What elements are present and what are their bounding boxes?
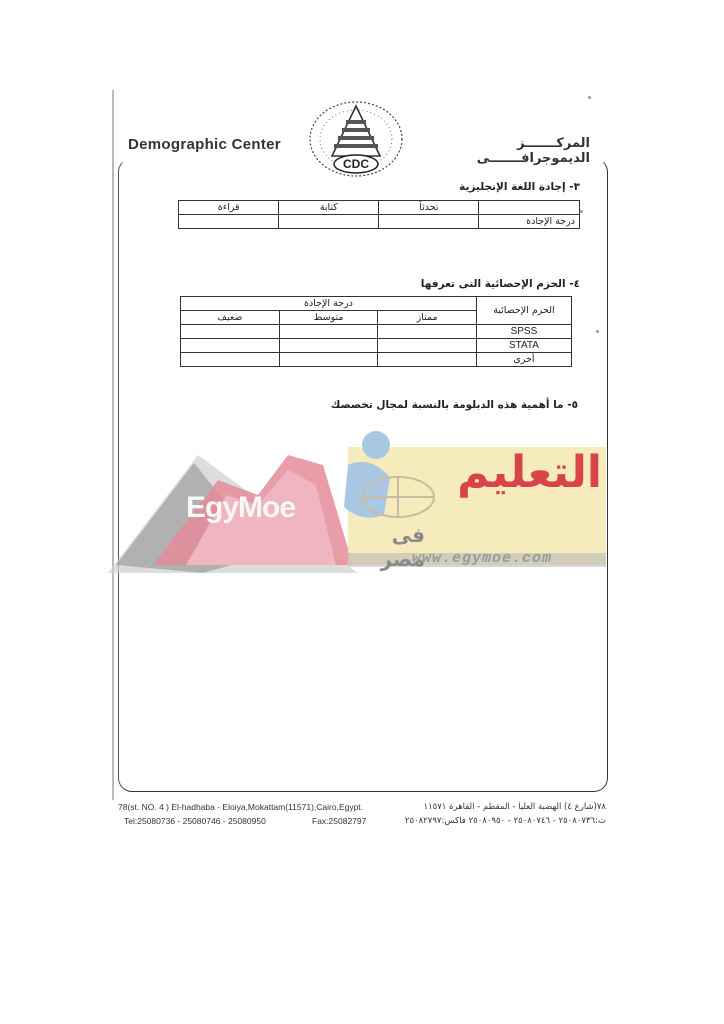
package-other: أخرى xyxy=(476,353,571,367)
watermark-arabic: التعليم xyxy=(457,447,602,498)
header-arabic-title: المركـــــــز الديموجرافـــــــى xyxy=(476,136,590,166)
section5-title: ٥- ما أهمية هذه الدبلومة بالنسبة لمجال تخصصك xyxy=(330,399,578,411)
table-cell xyxy=(181,325,280,339)
table-cell xyxy=(279,325,378,339)
level-excellent: ممتاز xyxy=(378,311,476,325)
scan-speck xyxy=(588,96,591,99)
table-row xyxy=(181,325,572,339)
footer-phones-ar: ت:٢٥٠٨٠٧٣٦ - ٢٥٠٨٠٧٤٦ - ٢٥٠٨٠٩٥٠ فاكس:٢٥٠٨٢٧٩٧ xyxy=(404,816,606,826)
table-cell xyxy=(378,353,476,367)
table-cell xyxy=(181,353,280,367)
table-cell xyxy=(379,215,479,229)
level-average: متوسط xyxy=(279,311,378,325)
watermark-brand: EgyMoe xyxy=(186,491,296,524)
table-cell xyxy=(378,325,476,339)
footer-fax-en: Fax:25082797 xyxy=(312,816,367,826)
table-cell xyxy=(179,215,279,229)
table-row xyxy=(179,201,580,215)
scan-speck xyxy=(580,210,583,213)
table-header-speaking: تحدثاً xyxy=(379,201,479,215)
statistical-packages-table xyxy=(180,296,572,367)
table-header-proficiency: درجة الإجادة xyxy=(181,297,477,311)
package-stata: STATA xyxy=(476,339,571,353)
scan-speck xyxy=(596,330,599,333)
footer-address-ar: ٧٨(شارع ٤) الهضبة العليا - المقطم - القاهرة ١١٥٧١ xyxy=(423,802,606,812)
table-row xyxy=(181,353,572,367)
table-cell xyxy=(181,339,280,353)
table-cell xyxy=(279,339,378,353)
table-cell xyxy=(378,339,476,353)
footer-phones-en: Tel:25080736 - 25080746 - 25080950 xyxy=(124,816,266,826)
table-header-packages: الحزم الإحصائية xyxy=(476,297,571,325)
level-weak: ضعيف xyxy=(181,311,280,325)
row-label-proficiency: درجة الإجادة xyxy=(479,215,580,229)
package-spss: SPSS xyxy=(476,325,571,339)
table-row xyxy=(179,215,580,229)
table-row xyxy=(181,339,572,353)
table-header-writing: كتابة xyxy=(279,201,379,215)
table-row xyxy=(181,297,572,311)
table-cell xyxy=(479,201,580,215)
table-header-reading: قراءة xyxy=(179,201,279,215)
english-proficiency-table xyxy=(178,200,580,229)
header-english-title: Demographic Center xyxy=(128,136,281,153)
watermark-arabic-sub: فى مصر xyxy=(380,523,425,571)
section4-title: ٤- الحزم الإحصائية التى تعرفها xyxy=(420,278,580,290)
table-cell xyxy=(279,215,379,229)
table-cell xyxy=(279,353,378,367)
section3-title: ٣- إجادة اللغة الإنجليزية xyxy=(459,181,580,193)
watermark-url: www.egymoe.com xyxy=(411,550,553,567)
footer-address-en: 78(st. NO. 4 ) El-hadhaba - Eloiya,Mokattam(11571),Cairo,Egypt. xyxy=(118,802,364,812)
logo-caption: CDC xyxy=(343,157,369,171)
